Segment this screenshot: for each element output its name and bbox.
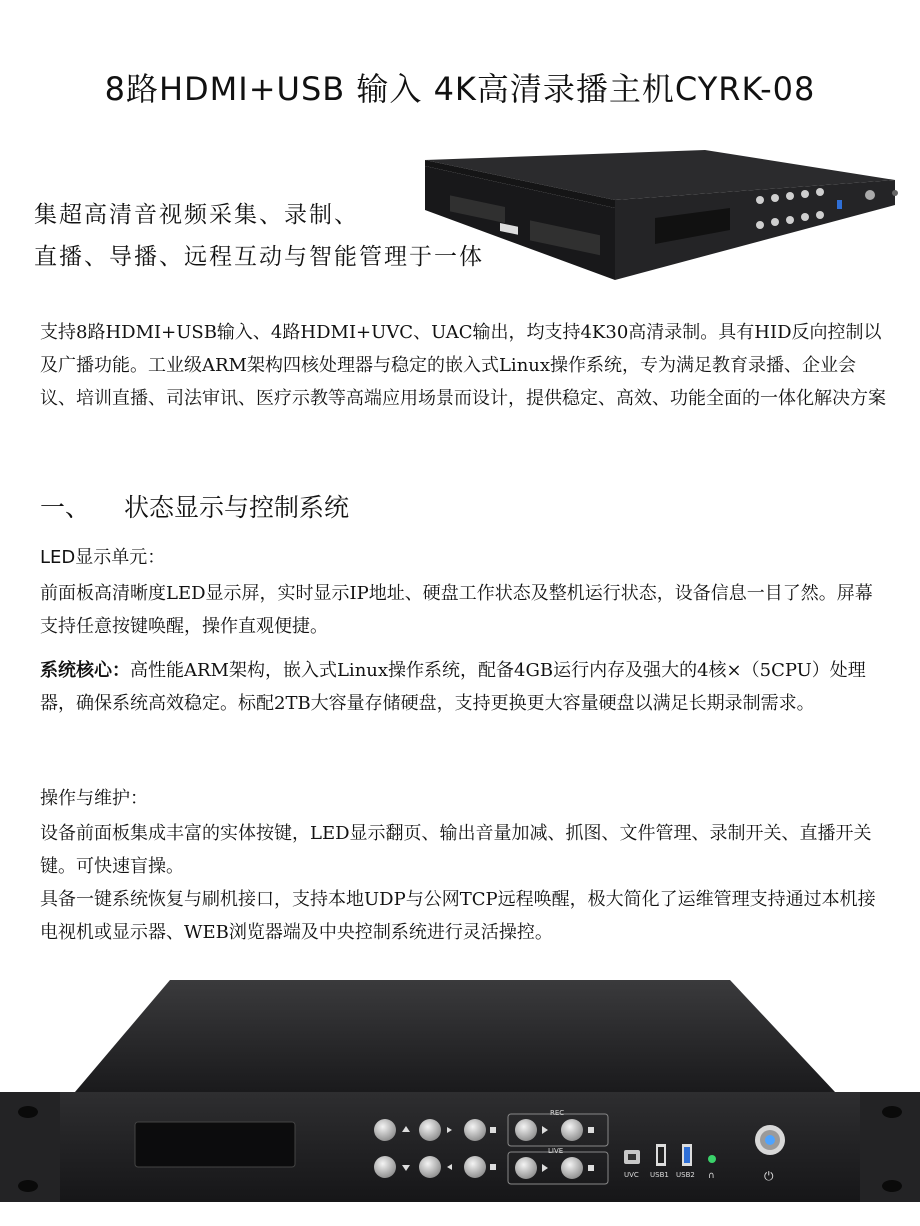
core-paragraph — [40, 654, 888, 720]
ops-heading: 操作与维护： — [40, 788, 148, 809]
device-photo-top — [425, 150, 905, 285]
core-heading: 系统核心： — [40, 660, 130, 681]
live-label: LIVE — [548, 1147, 564, 1155]
led-heading: LED显示单元： — [40, 547, 166, 568]
slogan-line-1: 集超高清音视频采集、录制、 — [34, 202, 359, 228]
led-text: 前面板高清晰度LED显示屏，实时显示IP地址、硬盘工作状态及整机运行状态，设备信息一目了然。屏幕支持任意按键唤醒，操作直观便捷。 — [40, 583, 873, 637]
device-photo-front — [0, 972, 920, 1222]
ops-text-1: 设备前面板集成丰富的实体按键，LED显示翻页、输出音量加减、抓图、文件管理、录制开关、直播开关键。可快速盲操。 — [40, 823, 872, 877]
section-title: 状态显示与控制系统 — [124, 493, 350, 522]
rec-label: REC — [550, 1109, 565, 1117]
intro-paragraph: 支持8路HDMI+USB输入、4路HDMI+UVC、UAC输出，均支持4K30高清录制。具有HID反向控制以及广播功能。工业级ARM架构四核处理器与稳定的嵌入式Linux操作系统，专为满足教育录播、企业会议、培训直播、司法审讯、医疗示教等高端应用场景而设计，提供稳定、高效、功能全面的一体化解决方案 — [40, 322, 886, 409]
usb2-label: USB2 — [676, 1171, 695, 1179]
core-text: 高性能ARM架构，嵌入式Linux操作系统，配备4GB运行内存及强大的4核×（5CPU）处理器，确保系统高效稳定。标配2TB大容量存储硬盘，支持更换更大容量硬盘以满足长期录制需求。 — [40, 660, 866, 714]
ops-text-2: 具备一键系统恢复与刷机接口，支持本地UDP与公网TCP远程唤醒，极大简化了运维管理支持通过本机接电视机或显示器、WEB浏览器端及中央控制系统进行灵活操控。 — [40, 889, 876, 943]
usb1-label: USB1 — [650, 1171, 669, 1179]
page-title: 8路HDMI+USB 输入 4K高清录播主机CYRK-08 — [104, 70, 816, 108]
svg-text:⏻: ⏻ — [764, 1169, 774, 1183]
svg-text:∩: ∩ — [708, 1171, 715, 1181]
slogan-line-2: 直播、导播、远程互动与智能管理于一体 — [34, 244, 484, 270]
section-heading — [40, 488, 349, 524]
uvc-label: UVC — [624, 1171, 639, 1179]
section-number: 一、 — [40, 493, 91, 522]
